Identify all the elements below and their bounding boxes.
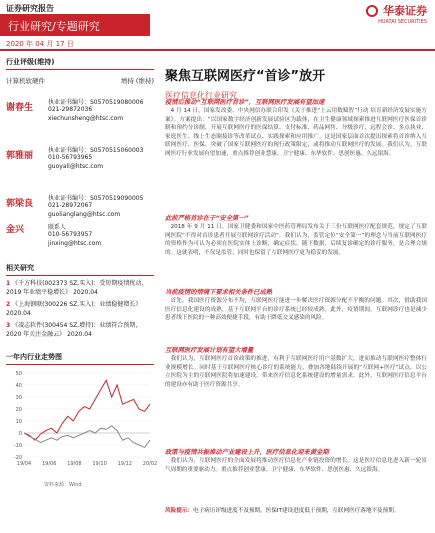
sector-name: 计算机软硬件	[6, 77, 45, 85]
x-tick-label: 20/02	[142, 461, 158, 467]
related-heading: 相关研究	[6, 263, 154, 276]
section-3: 当前疫情的情境下要求相关条件已成熟 首先，我国医疗资源分布不均，互联网医疗能进一步解决医疗资源分配不平衡的问题。其次，借助我国医疗信息化建设的成熟，基于互联网平台的诊疗系统已经较成熟。此外，疫情期间，互联网诊疗也是减少患者线下医院的一种高效便捷手段，有助于降低交叉感染的风险。	[165, 289, 427, 321]
y-tick-label: 40	[15, 383, 22, 389]
x-tick-label: 19/12	[117, 461, 133, 467]
section-2: 此前严格首诊在于“安全第一” 2018 年 9 月 11 日，国家卫健委和国家中医药管理局发布关于三份互联网医疗配套规范，规定了互联网医院“不得对首诊患者开展互联网诊疗活动”。我们认为，监管定位“安全第一”的理念与当前互联网医疗的资格作为可认为必须在医院实体上诊断，确定症状，随下数据，后续复诊确定的诊疗服务，是合理合规的。这就表明，不仅是监管，同时也保留了互联网医疗更为稳妥的发展。	[165, 215, 427, 256]
related-item[interactable]: 3 《凌志软件(300454 SZ,增持)：业绩符合预期，2020 年关注金融云》 2020.04	[6, 322, 142, 338]
x-tick-label: 19/04	[16, 461, 32, 467]
series-line-2	[24, 426, 150, 448]
x-tick-label: 19/08	[67, 461, 82, 467]
risk-warning: 风险提示：电子病历评级进度不及预期，医保IT建设进度低于预期，互联网医疗落地不及预期。	[165, 508, 400, 514]
left-column	[6, 57, 154, 233]
section-5: 政策与疫情共振推动产业建设上升，医疗信息化迎来黄金期 我们认为，互联网医疗的全面发展将推动医疗信息化产业链投资的增长。这是医疗信息化进入新一轮景气周期的重要驱动力。重点推荐创业慧康、卫宁健康、东华软件、思创医惠、久远银海。	[165, 449, 427, 473]
brand-label: 证券研究报告	[6, 4, 54, 13]
series-line-1	[24, 380, 150, 440]
related-research	[6, 263, 154, 339]
report-type-banner: 行业研究/专题研究	[0, 14, 150, 36]
y-tick-label: -10	[13, 443, 22, 449]
section-1: 疫情后推动“互联网医疗首诊”，互联网医疗发展有望加速 4 月 14 日，国家发改委、中央网信办联合印发《关于推进“上云用数赋智”行动 培育新经济发展实施方案》。方案提出：“以国家数字经济创新发展试验区为载体，在卫生健康领域探索推进互联网医疗医保首诊制和预约分诊制，开展互联网医疗的医保结算、支付标准、药品网售、分级诊疗、远程会诊、多点执业、家庭医生、线上生态圈接诊等改革试点、实践探索和应用推广。这是国家层面首次提出探索将首诊纳入互联网医疗，医保、突破了国家互联网医疗的现行政策限定，或将推动互联网医疗的发展。我们认为，互联网医疗行业发展有望加速，重点推荐创业慧康、卫宁健康、东华软件、思创医惠、久远银海。	[165, 99, 427, 157]
rating-heading: 行业评级(维持)	[6, 57, 154, 70]
analyst-email[interactable]: guoyali@htsc.com	[48, 163, 104, 170]
y-tick-label: 10	[15, 419, 22, 425]
y-tick-label: 30	[15, 395, 22, 401]
analyst-email[interactable]: guolianglang@htsc.com	[48, 211, 121, 218]
trend-chart-svg	[6, 365, 158, 477]
y-tick-label: 20	[15, 407, 22, 413]
analyst-2: 郭雅丽 执业证书编号：S0570515060003 010-56793965 guoyali@htsc.com	[6, 147, 144, 170]
related-item[interactable]: 1 《千方科技(002373 SZ,买入)：受短期疫情扰动，2019 年业绩平稳增长》 2020.04	[6, 280, 148, 296]
logo-mark-icon	[366, 5, 378, 17]
report-subtitle: 医疗信息化行业研究	[165, 91, 237, 100]
related-item[interactable]: 2 《上海钢联(300226 SZ,买入)：业绩稳健增长》 2020.04	[6, 301, 142, 317]
report-title: 聚焦互联网医疗“首诊”放开	[165, 69, 326, 84]
x-tick-label: 19/06	[41, 461, 57, 467]
page-header	[0, 0, 435, 52]
title-block	[165, 57, 427, 101]
section-4: 互联网医疗发展计划有望大增量 我们认为，互联网医疗首诊政策的推进，有利于互联网医疗用户基数扩大，进而推动互联网医疗整体行业规模增长。同时基于互联网医疗核心诊疗的系统能力，叠加各地陆续开展的“互联网+医疗”试点，以公立医院为主的互联网医院将加速建设，带来医疗信息化系统建设的增量需求。此外，互联网医疗信息平台的建设亦有助于医疗资源共享。	[165, 347, 427, 388]
header-divider	[0, 49, 435, 51]
chart-heading: 一年内行业走势图	[6, 352, 154, 365]
chart-source: 资料来源：Wind	[44, 482, 82, 488]
company-logo: 华泰证券 HUATAI SECURITIES	[366, 0, 427, 25]
analyst-3: 郭梁良 执业证书编号：S0570519090005 021-28972067 guolianglang@htsc.com	[6, 195, 144, 218]
industry-trend-chart	[6, 352, 158, 472]
x-tick-label: 19/10	[92, 461, 107, 467]
rating-value: 增持 (维持)	[120, 77, 154, 85]
analyst-email[interactable]: xiechunsheng@htsc.com	[48, 115, 124, 122]
analyst-1: 谢春生 执业证书编号：S0570519080006 021-29872036 xiechunsheng@htsc.com	[6, 99, 144, 122]
y-tick-label: -20	[13, 455, 22, 461]
report-date: 2020 年 04 月 17 日	[6, 40, 74, 48]
y-tick-label: 0	[18, 431, 22, 437]
contact-email[interactable]: jinxing@htsc.com	[48, 240, 102, 247]
y-tick-label: 50	[15, 371, 22, 377]
